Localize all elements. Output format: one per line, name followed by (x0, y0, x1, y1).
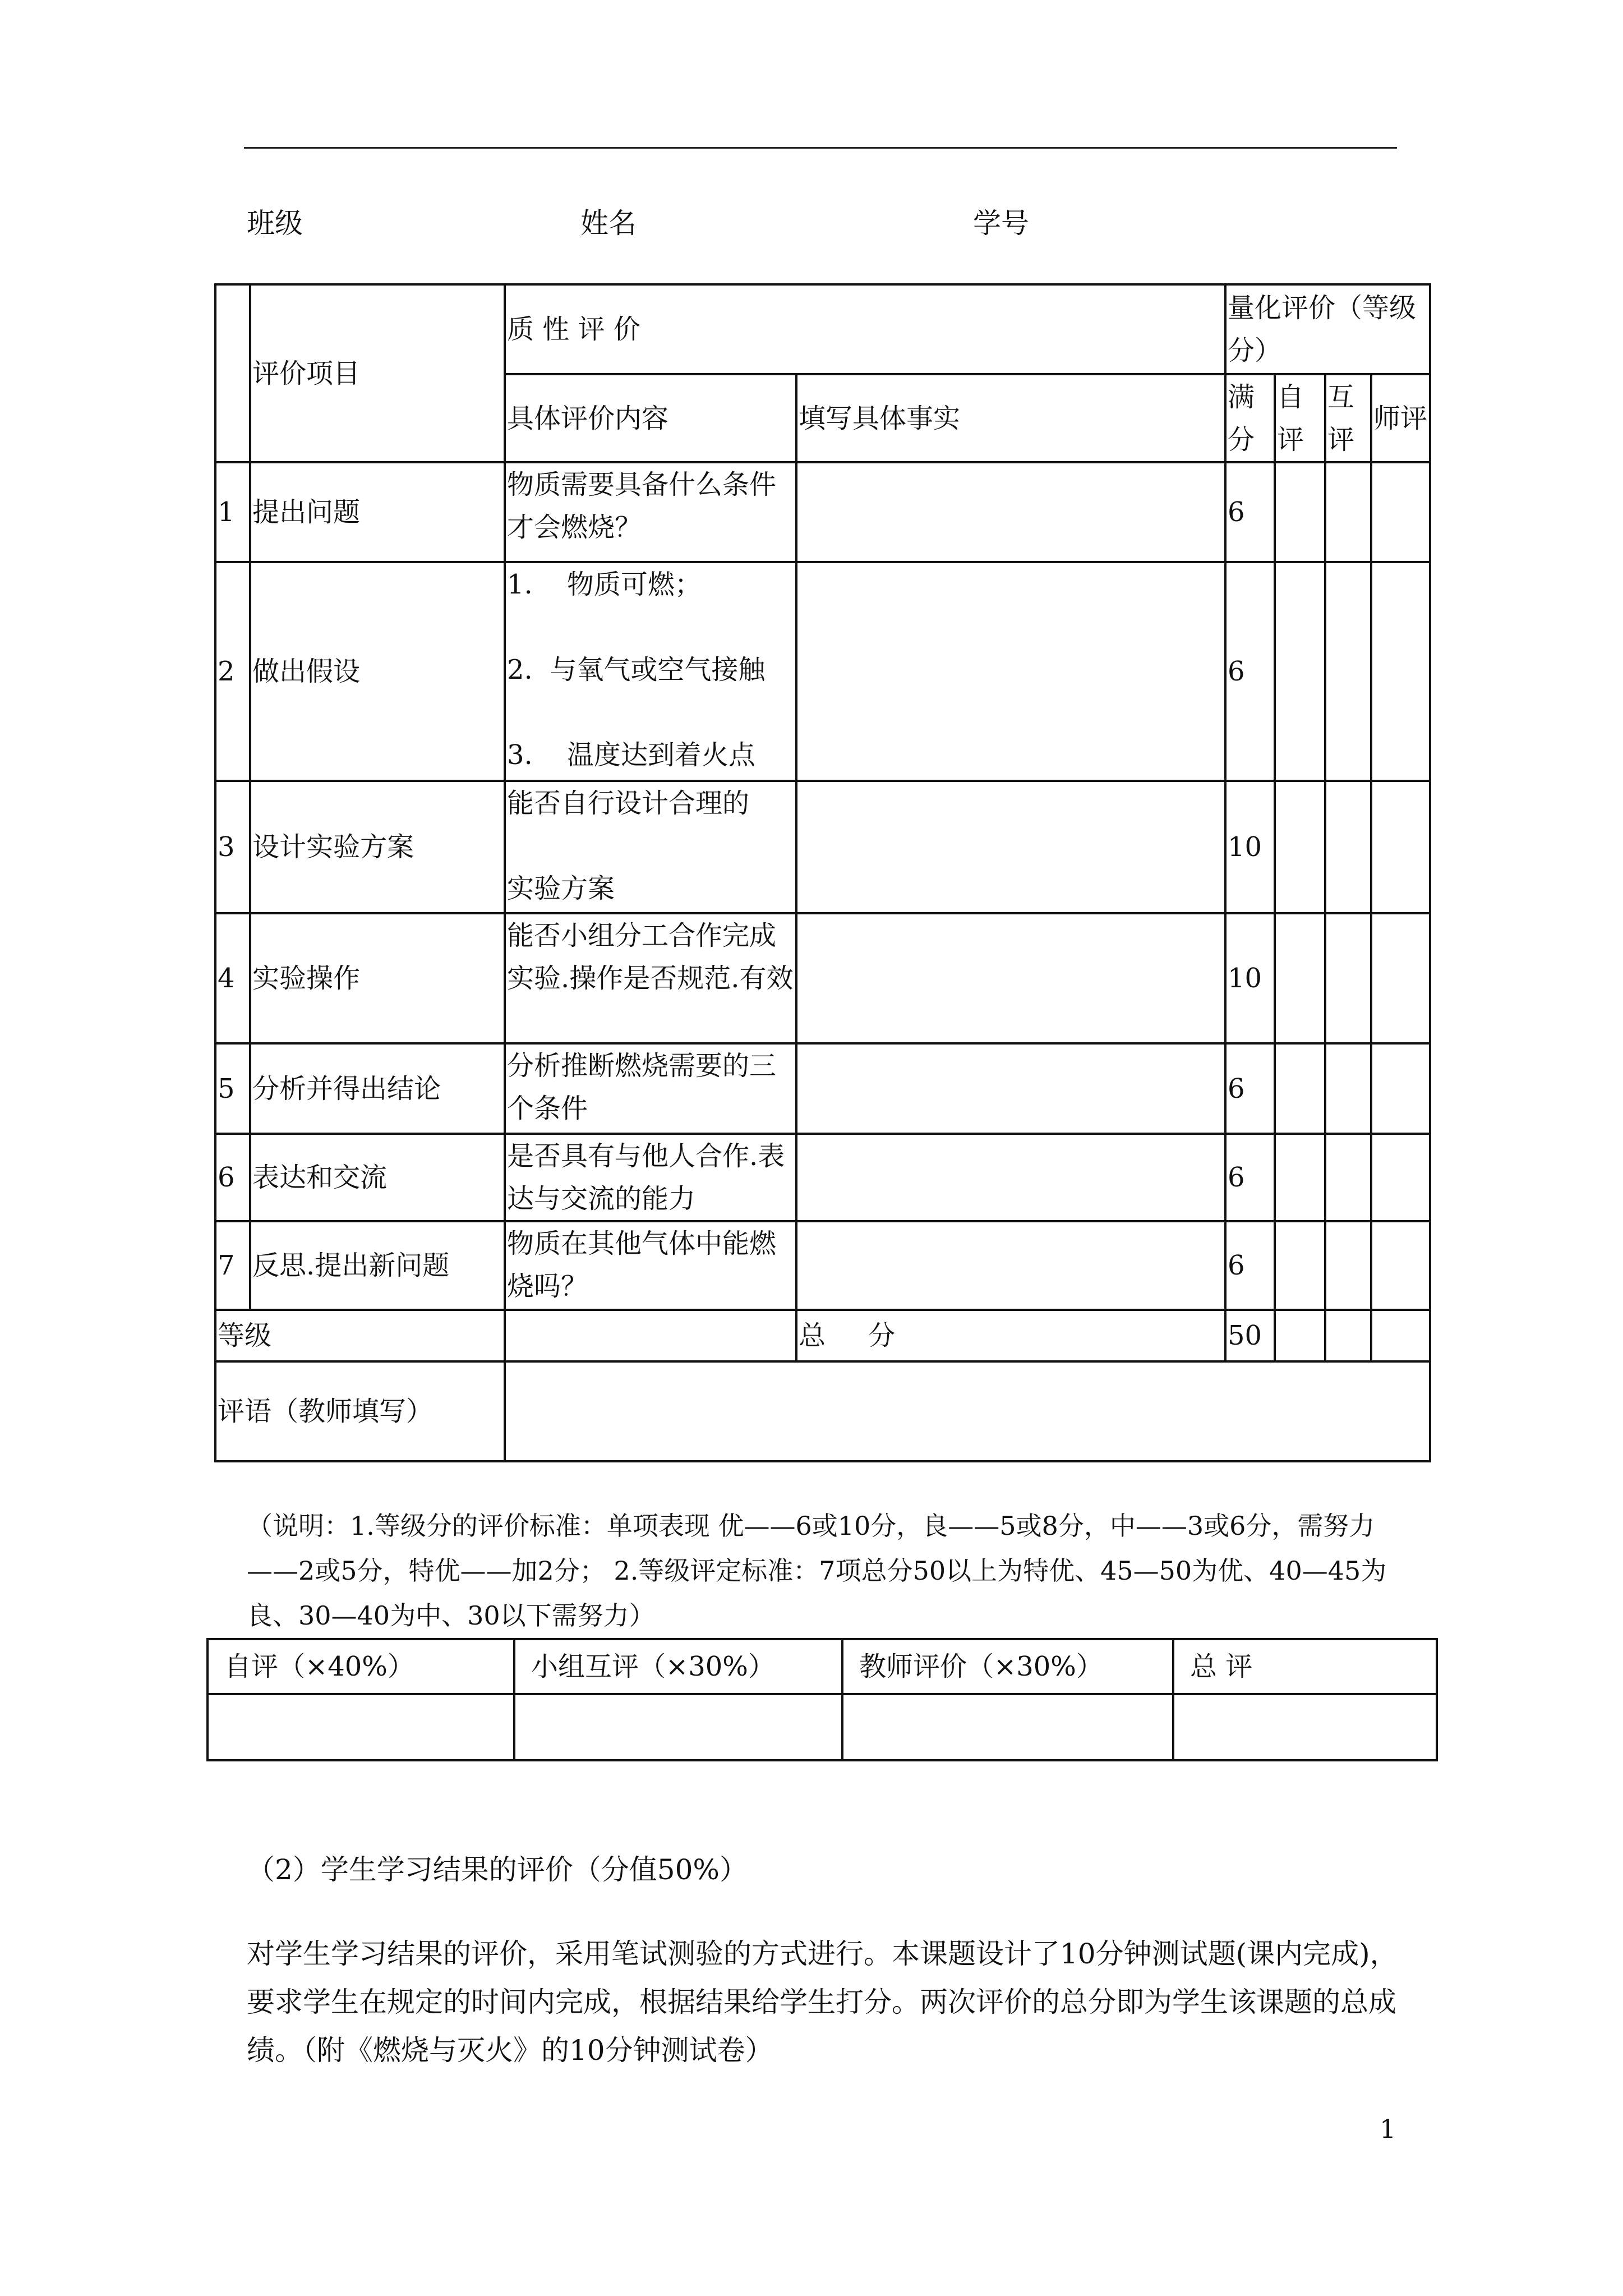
row-full-score: 6 (1225, 1043, 1275, 1134)
grade-row (215, 1310, 1430, 1361)
header-blank-cell (215, 284, 250, 462)
row-content: 能否小组分工合作完成实验.操作是否规范.有效 (505, 913, 796, 1043)
self-eval-header: 自评（×40%） (208, 1639, 514, 1694)
table-row (215, 1043, 1430, 1134)
row-full-score: 6 (1225, 562, 1275, 781)
comment-label: 评语（教师填写） (215, 1361, 505, 1461)
comment-cell[interactable] (505, 1361, 1430, 1461)
facts-cell[interactable] (796, 1134, 1225, 1221)
row-content: 分析推断燃烧需要的三个条件 (505, 1043, 796, 1134)
facts-cell[interactable] (796, 1221, 1225, 1310)
facts-cell[interactable] (796, 562, 1225, 781)
summary-table (206, 1638, 1438, 1761)
total-label: 总 分 (796, 1310, 1225, 1361)
overall-eval-cell[interactable] (1173, 1694, 1437, 1760)
header-peer-eval: 互评 (1325, 374, 1371, 462)
self-score-cell[interactable] (1275, 781, 1325, 913)
row-content: 物质需要具备什么条件才会燃烧？ (505, 462, 796, 562)
self-score-cell[interactable] (1275, 1134, 1325, 1221)
row-content (505, 562, 796, 781)
overall-eval-header: 总 评 (1173, 1639, 1437, 1694)
teacher-score-cell[interactable] (1371, 1134, 1430, 1221)
table-row (215, 1221, 1430, 1310)
row-item: 表达和交流 (250, 1134, 505, 1221)
teacher-score-cell[interactable] (1371, 462, 1430, 562)
table-row (215, 462, 1430, 562)
top-rule (244, 147, 1397, 149)
grade-label: 等级 (215, 1310, 505, 1361)
header-content: 具体评价内容 (505, 374, 796, 462)
row-number: 6 (215, 1134, 250, 1221)
row-full-score: 10 (1225, 913, 1275, 1043)
peer-score-cell[interactable] (1325, 913, 1371, 1043)
total-full-score: 50 (1225, 1310, 1275, 1361)
header-facts: 填写具体事实 (796, 374, 1225, 462)
group-eval-header: 小组互评（×30%） (514, 1639, 842, 1694)
table-row (215, 781, 1430, 913)
peer-score-cell[interactable] (1325, 1134, 1371, 1221)
row-full-score: 6 (1225, 1134, 1275, 1221)
row-number: 5 (215, 1043, 250, 1134)
table-row (215, 913, 1430, 1043)
hypothesis-line: 3. 温度达到着火点 (507, 739, 755, 771)
teacher-score-cell[interactable] (1371, 562, 1430, 781)
hypothesis-line: 1. 物质可燃； (507, 569, 702, 600)
teacher-score-cell[interactable] (1371, 781, 1430, 913)
row-full-score: 6 (1225, 1221, 1275, 1310)
peer-score-cell[interactable] (1325, 1221, 1371, 1310)
self-total-cell[interactable] (1275, 1310, 1325, 1361)
grade-cell[interactable] (505, 1310, 796, 1361)
self-score-cell[interactable] (1275, 1043, 1325, 1134)
row-item: 设计实验方案 (250, 781, 505, 913)
page-number: 1 (1380, 2114, 1396, 2144)
peer-total-cell[interactable] (1325, 1310, 1371, 1361)
row-item: 提出问题 (250, 462, 505, 562)
table-row (215, 1134, 1430, 1221)
group-eval-cell[interactable] (514, 1694, 842, 1760)
comment-row (215, 1361, 1430, 1461)
content-line: 实验方案 (507, 873, 615, 904)
section-body: 对学生学习结果的评价，采用笔试测验的方式进行。本课题设计了10分钟测试题(课内完成)，要求学生在规定的时间内完成，根据结果给学生打分。两次评价的总分即为学生该课题的总成绩。（附《燃烧与灭火》的10分钟测试卷） (247, 1938, 1398, 2067)
facts-cell[interactable] (796, 781, 1225, 913)
row-content: 物质在其他气体中能燃烧吗？ (505, 1221, 796, 1310)
evaluation-table (214, 283, 1431, 1462)
row-number: 7 (215, 1221, 250, 1310)
row-number: 3 (215, 781, 250, 913)
self-score-cell[interactable] (1275, 1221, 1325, 1310)
facts-cell[interactable] (796, 462, 1225, 562)
self-score-cell[interactable] (1275, 562, 1325, 781)
row-number: 4 (215, 913, 250, 1043)
self-eval-cell[interactable] (208, 1694, 514, 1760)
row-full-score: 10 (1225, 781, 1275, 913)
row-item: 反思.提出新问题 (250, 1221, 505, 1310)
row-number: 2 (215, 562, 250, 781)
peer-score-cell[interactable] (1325, 462, 1371, 562)
teacher-eval-cell[interactable] (842, 1694, 1173, 1760)
row-number: 1 (215, 462, 250, 562)
row-item: 实验操作 (250, 913, 505, 1043)
section-title: （2）学生学习结果的评价（分值50%） (247, 1853, 748, 1886)
header-quantitative: 量化评价（等级分） (1225, 284, 1430, 374)
header-qualitative: 质 性 评 价 (505, 284, 1225, 374)
facts-cell[interactable] (796, 913, 1225, 1043)
hypothesis-line: 2. 与氧气或空气接触 (507, 654, 766, 685)
teacher-eval-header: 教师评价（×30%） (842, 1639, 1173, 1694)
peer-score-cell[interactable] (1325, 781, 1371, 913)
row-item: 做出假设 (250, 562, 505, 781)
self-score-cell[interactable] (1275, 913, 1325, 1043)
row-content: 是否具有与他人合作.表达与交流的能力 (505, 1134, 796, 1221)
row-item: 分析并得出结论 (250, 1043, 505, 1134)
peer-score-cell[interactable] (1325, 1043, 1371, 1134)
row-full-score: 6 (1225, 462, 1275, 562)
header-teacher-eval: 师评 (1371, 374, 1430, 462)
teacher-score-cell[interactable] (1371, 1043, 1430, 1134)
header-item: 评价项目 (250, 284, 505, 462)
content-line: 能否自行设计合理的 (507, 788, 750, 819)
teacher-total-cell[interactable] (1371, 1310, 1430, 1361)
header-self-eval: 自评 (1275, 374, 1325, 462)
teacher-score-cell[interactable] (1371, 1221, 1430, 1310)
table-row (215, 562, 1430, 781)
peer-score-cell[interactable] (1325, 562, 1371, 781)
grading-note: （说明：1.等级分的评价标准：单项表现 优——6或10分，良——5或8分，中——3或6分，需努力——2或5分，特优——加2分； 2.等级评定标准：7项总分50以上为特优、45—50为优、40—45为良、30—40为中、30以下需努力） (247, 1511, 1387, 1631)
teacher-score-cell[interactable] (1371, 913, 1430, 1043)
facts-cell[interactable] (796, 1043, 1225, 1134)
student-id-label: 学号 (973, 207, 1029, 240)
row-content (505, 781, 796, 913)
self-score-cell[interactable] (1275, 462, 1325, 562)
class-label: 班级 (247, 207, 303, 240)
name-label: 姓名 (580, 207, 637, 240)
header-full-score: 满分 (1225, 374, 1275, 462)
